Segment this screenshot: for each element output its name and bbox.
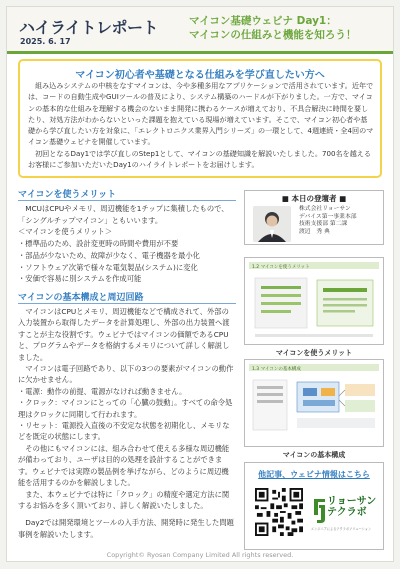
merit-heading-rule: [18, 200, 236, 201]
speaker-info: [299, 206, 357, 236]
report-page: [6, 6, 394, 562]
slide-basic-graphic: [245, 360, 383, 446]
merit-body: [18, 203, 236, 285]
speaker-photo-icon: [253, 206, 291, 242]
slide-merit-caption: マイコンを使うメリット: [275, 349, 353, 357]
basic-list-item: ・電源：動作の前提、電源がなければ動きません。: [18, 386, 187, 396]
subtitle-line-2: マイコンの仕組みと機能を知ろう！: [189, 29, 357, 41]
intro-body: [28, 80, 374, 170]
speaker-division: 技術支援部 第二課: [299, 221, 348, 228]
intro-heading: マイコン初心者や基礎となる仕組みを学び直したい方へ: [75, 70, 325, 81]
merit-list-item: ・安価で容易に別システムを作成可能: [18, 274, 142, 284]
basic-list-item: ・クロック：マイコンにとっての「心臓の鼓動」。すべての命令処理はクロックに同期して行われます。: [18, 398, 233, 419]
report-date: 2025. 6. 17: [20, 37, 71, 46]
merit-heading: マイコンを使うメリット: [18, 190, 117, 200]
basic-paragraph-5: Day2では開発環境とツールの入手方法、開発時に発生した問題事例を解説いたします。: [18, 518, 234, 539]
footer-copyright: Copyright© Ryosan Company Limited All rights reserved.: [106, 551, 294, 559]
slide-merit-image: [244, 257, 384, 345]
qr-code-icon[interactable]: [255, 488, 303, 536]
more-info-link[interactable]: 他記事、ウェビナ情報はこちら: [258, 470, 370, 479]
subtitle-line-1: マイコン基礎ウェビナ Day1：: [189, 15, 337, 27]
basic-heading: マイコンの基本構成と周辺回路: [18, 293, 144, 303]
slide-merit-graphic: [245, 258, 383, 344]
basic-paragraph-1: マイコンはCPUとメモリ、周辺機能などで構成されて、外部の入力装置から取得したデータを計算処理し、外部の出力装置へ渡すことが主な役割です。ウェビナではマイコンの価額であるCPUと、プログラムやデータを格納するメモリについて詳しく解説しました。: [18, 307, 230, 362]
basic-list: [18, 386, 236, 443]
merit-list: [18, 238, 236, 285]
logo-wordmark: リョーサン テクラボ: [327, 496, 377, 518]
speaker-card: [244, 190, 384, 245]
intro-paragraph-2: 初回となるDay1では学び直しのStep1として、マイコンの基礎知識を解説いたしました。700名を越えるお客様にご参加いただいたDay1のハイライトレポートをお届けします。: [28, 148, 371, 170]
report-title: ハイライトレポート: [19, 18, 159, 37]
speaker-dept: デバイス第一事業本部: [299, 213, 357, 220]
speaker-company: 株式会社リョーサン: [299, 206, 351, 212]
ryosan-techlab-logo: [311, 493, 379, 535]
report-header: [7, 7, 393, 51]
slide-basic-image: [244, 359, 384, 447]
merit-list-heading: ＜マイコンを使うメリット＞: [18, 227, 113, 237]
intro-box: [18, 59, 382, 178]
slide-basic-header: 1.3 マイコンの基本構成: [252, 367, 301, 372]
basic-paragraph-4: また、本ウェビナでは特に「クロック」の精度や選定方法に関するお悩みを多く頂いており、詳しく解説いたしました。: [18, 489, 230, 510]
merit-list-item: ・部品が少ないため、故障が少なく、電子機器を最小化: [18, 250, 200, 260]
basic-paragraph-3: その他にもマイコンには、組み合わせて使える多様な周辺機能が備わっており、ユーザは目的の処理を設計することができます。ウェビナでは実際の製品例を挙げながら、どのように周辺機能を活用するのかを解説しました。: [18, 443, 230, 488]
basic-list-item: ・リセット：電源投入直後の不安定な状態を初期化し、メモリなどを既定の状態にします。: [18, 421, 230, 442]
merit-paragraph: MCUはCPUやメモリ、周辺機能を1チップに集積したもので、「シングルチップマイコン」ともいいます。: [18, 204, 229, 225]
basic-body: [18, 306, 236, 540]
speaker-card-title: ■ 本日の登壇者 ■: [281, 194, 347, 203]
more-info-box: [244, 462, 384, 550]
basic-heading-rule: [18, 303, 236, 304]
report-subtitle: [189, 14, 356, 42]
slide-basic-caption: マイコンの基本構成: [282, 451, 346, 459]
speaker-photo: [253, 206, 291, 242]
logo-tagline: エンジニアによるテクラボソリューション: [311, 527, 372, 531]
speaker-name: 渡辺 秀 典: [299, 228, 330, 235]
merit-list-item: ・標準品のため、設計変更時の時間や費用が不要: [18, 239, 179, 249]
slide-merit-header: 1.2 マイコンを使うメリット: [252, 265, 310, 270]
intro-paragraph-1: 組み込みシステムの中核をなすマイコンは、今や多種多用なアプリケーションで活用されています。近年では、コードの自動生成やGUIツールの普及により、システム構築のハードルが下がりました。一方で、マイコンの基本的な仕組みを理解する機会のないまま開発に携わるケースが増えており、不具合解決に時間を要したり、対処方法がわからないといった課題を抱えている現場が増えています。そこで、マイコン初心者や基礎から学び直したい方を対象に、「エレクトロニクス業界入門シリーズ」の一環として、4週連続・全4回のマイコン基礎ウェビナを開催しています。: [28, 81, 374, 147]
basic-paragraph-2: マイコンは電子回路であり、以下の3つの要素がマイコンの動作に欠かせません。: [18, 364, 234, 385]
header-divider: [7, 51, 393, 54]
merit-list-item: ・ソフトウェア次第で様々な電気製品(システム)に変化: [18, 262, 198, 272]
